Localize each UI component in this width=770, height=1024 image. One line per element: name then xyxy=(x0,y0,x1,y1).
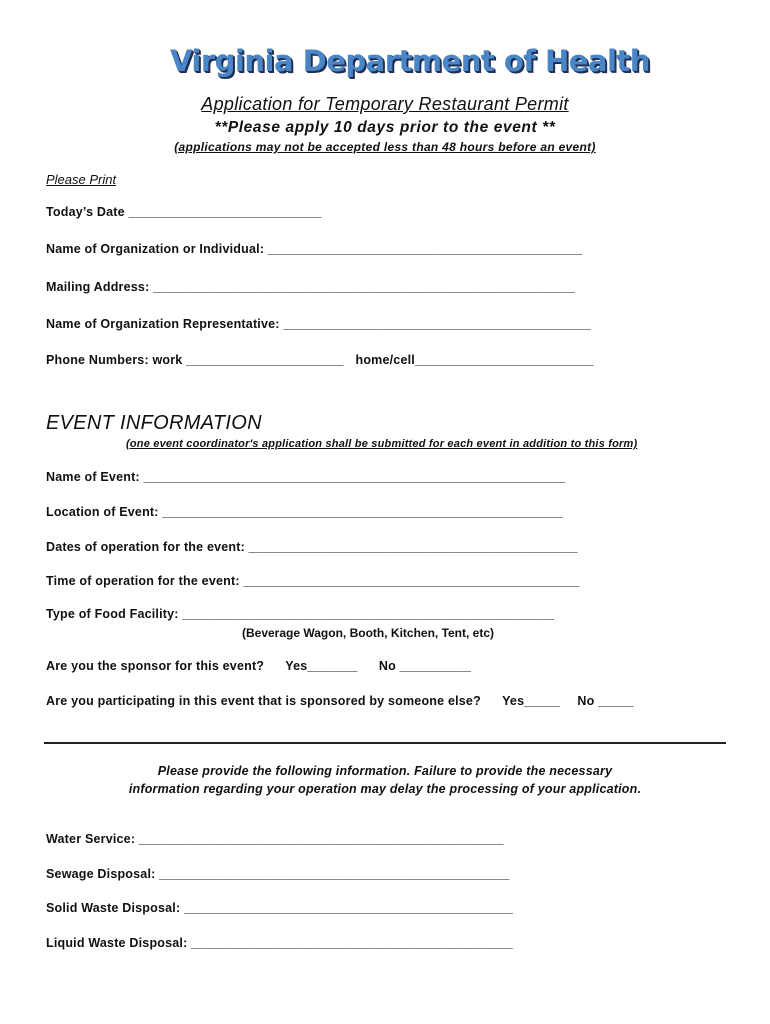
event-name-field[interactable]: Name of Event: ___________________________________________________________ xyxy=(46,470,566,484)
form-title: Application for Temporary Restaurant Permit xyxy=(201,94,569,114)
participating-yes-field[interactable]: Yes_____ xyxy=(502,694,560,708)
work-phone-field[interactable]: Phone Numbers: work ______________________ xyxy=(46,353,344,367)
form-subtitle: **Please apply 10 days prior to the event ** xyxy=(214,119,556,136)
section-divider xyxy=(44,742,726,744)
form-deadline-note: (applications may not be accepted less than 48 hours before an event) xyxy=(174,140,596,154)
sponsor-yes-field[interactable]: Yes_______ xyxy=(285,659,358,673)
operation-time-field[interactable]: Time of operation for the event: _______________________________________________ xyxy=(46,574,580,588)
todays-date-field[interactable]: Today’s Date ___________________________ xyxy=(46,205,322,219)
phone-numbers-row xyxy=(46,353,594,367)
organization-name-field[interactable]: Name of Organization or Individual: ____________________________________________ xyxy=(46,242,583,256)
operation-dates-field[interactable]: Dates of operation for the event: ______________________________________________ xyxy=(46,540,578,554)
solid-waste-disposal-field[interactable]: Solid Waste Disposal: ______________________________________________ xyxy=(46,901,513,915)
mailing-address-field[interactable]: Mailing Address: ___________________________________________________________ xyxy=(46,280,576,294)
organization-representative-field[interactable]: Name of Organization Representative: ___________________________________________ xyxy=(46,317,591,331)
sponsor-question-row xyxy=(46,659,471,673)
operation-info-line-2: information regarding your operation may delay the processing of your application. xyxy=(128,782,642,796)
event-coordinator-note: (one event coordinator's application shall be submitted for each event in addition to this form) xyxy=(126,438,638,450)
operation-info-line-1: Please provide the following information. Failure to provide the necessary xyxy=(157,764,613,778)
participating-question-row xyxy=(46,694,634,708)
sponsor-no-field[interactable]: No __________ xyxy=(378,659,472,673)
participating-question-label: Are you participating in this event that is sponsored by someone else? xyxy=(46,694,481,708)
food-facility-hint: (Beverage Wagon, Booth, Kitchen, Tent, etc) xyxy=(242,626,495,640)
sewage-disposal-field[interactable]: Sewage Disposal: _________________________________________________ xyxy=(46,867,510,881)
vdh-logo: Virginia Department of Health xyxy=(170,44,650,78)
water-service-field[interactable]: Water Service: ___________________________________________________ xyxy=(46,832,504,846)
event-location-field[interactable]: Location of Event: ________________________________________________________ xyxy=(46,505,563,519)
participating-no-field[interactable]: No _____ xyxy=(577,694,634,708)
home-cell-phone-field[interactable]: home/cell_________________________ xyxy=(355,353,594,367)
liquid-waste-disposal-field[interactable]: Liquid Waste Disposal: _____________________________________________ xyxy=(46,936,513,950)
please-print-label: Please Print xyxy=(46,172,117,187)
event-information-heading: EVENT INFORMATION xyxy=(46,412,262,434)
food-facility-type-field[interactable]: Type of Food Facility: ____________________________________________________ xyxy=(46,607,555,621)
sponsor-question-label: Are you the sponsor for this event? xyxy=(46,659,265,673)
